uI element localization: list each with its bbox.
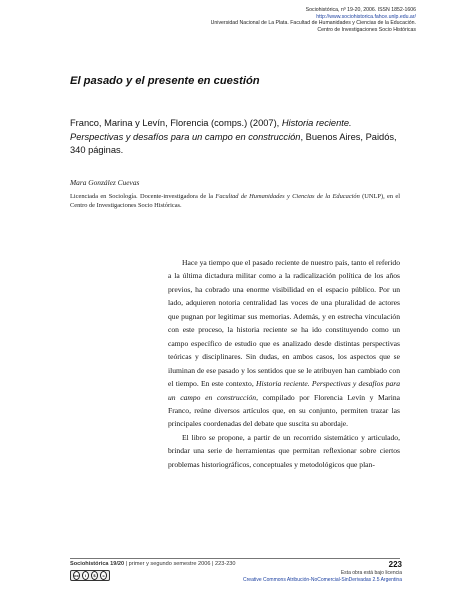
header-citation: Sociohistórica, nº 19-20, 2006. ISSN 1852-1606	[305, 7, 416, 13]
attribution-icon: i	[82, 571, 89, 580]
license-line-1: Esta obra está bajo licencia	[340, 570, 402, 576]
affiliation-institution: Facultad de Humanidades y Ciencias de la Educación	[215, 193, 360, 200]
book-reference	[70, 117, 400, 158]
creative-commons-badge[interactable]	[70, 570, 110, 581]
page-number: 223	[388, 560, 402, 569]
license-notice	[243, 570, 402, 584]
footer-journal-name: Sociohistórica	[70, 561, 109, 567]
header-center: Centro de Investigaciones Socio Históricas	[317, 26, 416, 33]
header-university: Universidad Nacional de La Plata. Facultad de Humanidades y Ciencias de la Educación.	[210, 20, 416, 27]
p1-book-title: Historia reciente. Perspectivas y desafíos para un campo en construcción	[168, 379, 400, 402]
license-link[interactable]: Creative Commons Atribución-NoComercial-SinDerivadas 2.5 Argentina	[243, 577, 402, 583]
footer-divider	[70, 558, 400, 559]
author-affiliation	[70, 192, 400, 210]
body-paragraph-2: El libro se propone, a partir de un recorrido sistemático y articulado, brindar una serie de herramientas que permitan reflexionar sobre ciertos problemas historiográficos, conceptuales y metodológicos que plan-	[168, 432, 400, 469]
reference-publisher: , Buenos Aires, Paidós, 340 páginas.	[70, 131, 397, 156]
reference-book-title: Historia reciente. Perspectivas y desafíos para un campo en construcción	[70, 118, 352, 142]
affiliation-text-1: Licenciada en Sociología. Docente-investigadora de la	[70, 193, 216, 200]
footer-issue-details: | primer y segundo semestre 2006 | 223-230	[124, 561, 236, 567]
body-paragraph-1	[168, 256, 400, 431]
noncommercial-icon: $	[91, 571, 98, 580]
journal-header	[86, 7, 416, 33]
cc-icon: cc	[74, 573, 79, 578]
footer-issue: 19/20	[108, 561, 125, 567]
reference-authors: Franco, Marina y Levín, Florencia (comps.) (2007),	[70, 118, 282, 128]
footer-journal-info	[70, 561, 236, 567]
affiliation-text-2: (UNLP), en el Centro de Investigaciones Socio Históricas.	[70, 193, 400, 209]
review-body	[168, 256, 400, 471]
header-url-link[interactable]: http://www.sociohistorica.fahce.unlp.edu.ar/	[316, 13, 416, 20]
noderivs-icon: =	[100, 571, 107, 580]
review-author: Mara González Cuevas	[70, 178, 140, 187]
article-title: El pasado y el presente en cuestión	[70, 75, 260, 87]
p1-text-a: Hace ya tiempo que el pasado reciente de nuestro país, tanto el referido a la última dictadura militar como a la radicalización política de los años previos, ha cobrado una enorme visibilidad en el espacio público. Por un lado, adquieren notoria centralidad las voces de una pluralidad de actores que pugnan por legitimar sus memorias. Además, y en estrecha vinculación con este proceso, la historia reciente se ha ido constituyendo como un campo específico de estudio que es analizado desde distintas perspectivas teóricas y disciplinares. Sin dudas, en ambos casos, los aspectos que se iluminan de ese pasado y los sentidos que se le atribuyen han cambiado con el tiempo. En este contexto,	[168, 258, 400, 389]
p1-text-b: , compilado por Florencia Levín y Marina Franco, reúne diversos artículos que, en su conjunto, permiten trazar las principales coordenadas del debate que suscita su abordaje.	[168, 392, 400, 429]
